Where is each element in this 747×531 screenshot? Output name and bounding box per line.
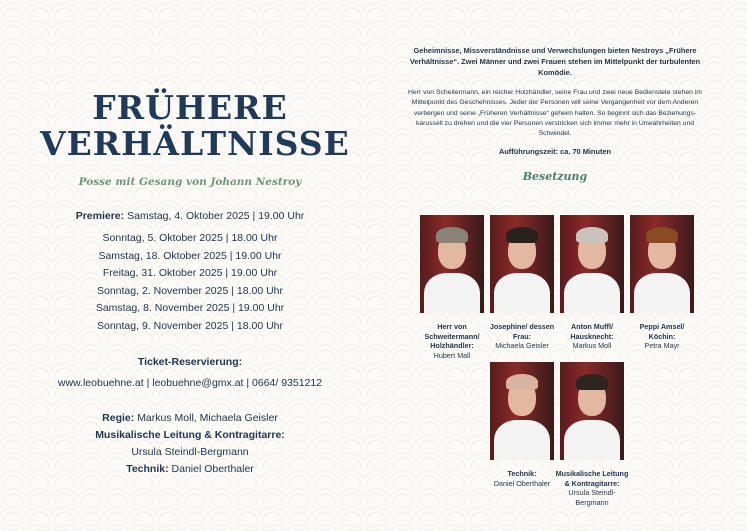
music-value: Ursula Steindl-Bergmann: [131, 445, 249, 458]
technik-label: Technik:: [126, 462, 169, 475]
cast-role: Anton Muffl/ Hausknecht:: [570, 322, 614, 341]
cast-caption: [417, 322, 487, 360]
ticket-contact[interactable]: www.leobuehne.at | leobuehne@gmx.at | 0664/ 9351212: [57, 376, 323, 389]
cast-role: Peppi Amsel/ Köchin:: [639, 322, 685, 341]
ticket-block: [40, 354, 340, 392]
technik-value: Daniel Oberthaler: [171, 462, 254, 475]
synopsis-text: Herr von Scheitermann, ein reicher Holzhändler, seine Frau und zwei neue Bedienstete stehen im Mittelpunkt des Geschehnisses. Jeder der Personen will seine Vergangenheit vor dem Anderen verbergen und seine „Früheren Verhältnisse“ geheim halten. So beginnt sich das Beziehungs-karussell zu drehen und die vier Personen verstricken sich immer mehr in Unwahrheiten und Schwindel.: [408, 89, 702, 138]
cast-name: Michaela Geisler: [495, 341, 549, 350]
ticket-label: Ticket-Reservierung:: [137, 355, 243, 368]
cast-caption: [554, 469, 630, 507]
premiere-value: Samstag, 4. Oktober 2025 | 19.00 Uhr: [127, 210, 305, 222]
regie-label: Regie:: [102, 411, 135, 424]
cast-photo: [560, 362, 624, 460]
cast-caption: [627, 322, 697, 351]
performance-dates: [40, 230, 340, 336]
music-label: [40, 427, 340, 444]
title-line-2: VERHÄLTNISSE: [40, 124, 350, 163]
cast-name: Hubert Mall: [433, 350, 471, 360]
date-item: Samstag, 18. Oktober 2025 | 19.00 Uhr: [98, 249, 282, 262]
play-subtitle: Posse mit Gesang von Johann Nestroy: [78, 176, 302, 188]
music-label-text: Musikalische Leitung & Kontragitarre:: [95, 428, 285, 441]
premiere-line: [40, 210, 340, 222]
title-line-1: FRÜHERE: [92, 88, 288, 127]
date-item: Sonntag, 9. November 2025 | 18.00 Uhr: [96, 319, 283, 332]
left-panel: [40, 88, 350, 478]
cast-name: Markus Moll: [572, 341, 612, 350]
date-item: Sonntag, 5. Oktober 2025 | 18.00 Uhr: [102, 232, 278, 244]
cast-photo: [420, 215, 484, 313]
premiere-label: Premiere:: [75, 210, 125, 222]
technik-line: [40, 461, 340, 478]
date-item: Freitag, 31. Oktober 2025 | 19.00 Uhr: [102, 267, 278, 280]
play-title: [40, 88, 350, 163]
credits-block: [40, 410, 340, 478]
cast-role: Josephine/ dessen Frau:: [489, 322, 555, 341]
date-item: Samstag, 8. November 2025 | 19.00 Uhr: [95, 302, 285, 315]
cast-name: Ursula Steindl-Bergmann: [568, 488, 616, 507]
cast-caption: [557, 322, 627, 351]
intro-text: Geheimnisse, Missverständnisse und Verwechslungen bieten Nestroys „Frühere Verhältnisse“. Zwei Männer und zwei Frauen stehen im Mittelpunkt der turbulenten Komödie.: [409, 46, 701, 77]
cast-photo: [490, 362, 554, 460]
cast-role: Technik:: [507, 469, 537, 478]
cast-name: Petra Mayr: [644, 341, 680, 350]
regie-value: Markus Moll, Michaela Geisler: [137, 411, 278, 424]
cast-caption: [487, 469, 557, 488]
cast-photo: [560, 215, 624, 313]
regie-line: [40, 410, 340, 427]
date-item: Sonntag, 2. November 2025 | 18.00 Uhr: [96, 284, 283, 297]
cast-photo: [490, 215, 554, 313]
cast-caption: [487, 322, 557, 351]
cast-heading: Besetzung: [522, 170, 588, 184]
right-panel: [405, 45, 705, 183]
cast-name: Daniel Oberthaler: [493, 478, 551, 488]
cast-role: Musikalische Leitung & Kontragitarre:: [555, 469, 629, 488]
cast-photo: [630, 215, 694, 313]
cast-role: Herr von Schweitermann/ Holzhändler:: [424, 322, 480, 350]
duration-text: Aufführungszeit: ca. 70 Minuten: [498, 147, 612, 157]
